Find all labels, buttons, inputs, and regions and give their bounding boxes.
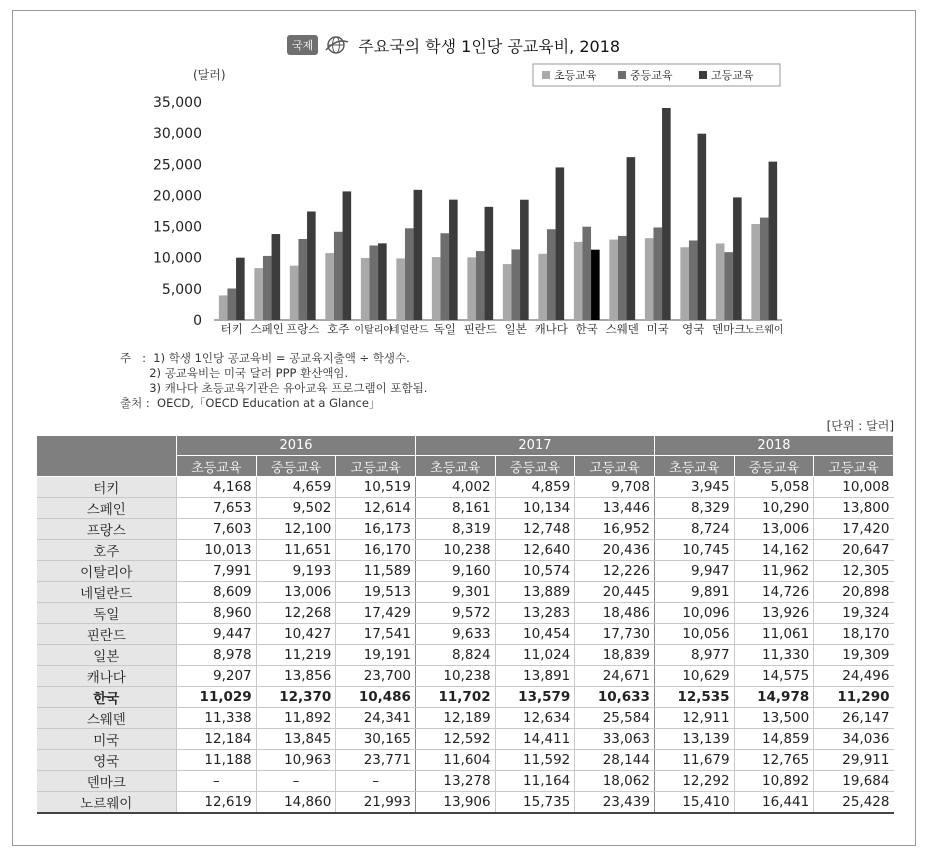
table-cell: 10,963 [256,749,336,770]
level-header: 중등교육 [734,456,814,476]
level-header: 중등교육 [256,456,336,476]
table-row [37,707,894,728]
table-cell: 12,614 [336,497,416,518]
table-cell: 11,702 [415,686,495,707]
table-cell: 14,860 [256,791,336,813]
table-cell: 4,659 [256,476,336,497]
table-cell: 19,513 [336,581,416,602]
bar-초등교육 [609,240,618,320]
x-tick-label: 네덜란드 [389,325,429,336]
table-cell: 13,006 [734,518,814,539]
bar-고등교육 [236,258,245,320]
row-country: 캐나다 [37,665,177,686]
bar-중등교육 [227,288,236,320]
x-tick-label: 노르웨이 [744,325,784,336]
y-tick-label: 35,000 [153,95,202,111]
table-cell: 13,926 [734,602,814,623]
table-cell: 13,283 [495,602,575,623]
row-country: 터키 [37,476,177,497]
table-cell: 30,165 [336,728,416,749]
table-cell: 9,708 [575,476,655,497]
table-cell: 12,619 [177,791,257,813]
table-cell: 10,013 [177,539,257,560]
table-cell: 13,579 [495,686,575,707]
x-tick-label: 스페인 [250,322,284,336]
table-cell: 24,496 [814,665,894,686]
legend-swatch [699,71,707,79]
table-cell: – [177,770,257,791]
x-tick-label: 캐나다 [534,322,568,336]
bar-고등교육 [307,211,316,320]
bar-초등교육 [716,243,725,320]
table-cell: 25,584 [575,707,655,728]
level-header: 고등교육 [575,456,655,476]
bar-중등교육 [653,227,662,320]
row-country: 핀란드 [37,623,177,644]
table-row [37,791,894,813]
row-country: 한국 [37,686,177,707]
table-cell: 17,541 [336,623,416,644]
bar-중등교육 [369,245,378,320]
bar-중등교육 [724,252,733,320]
table-cell: 12,765 [734,749,814,770]
row-country: 일본 [37,644,177,665]
bar-중등교육 [263,256,272,320]
x-tick-label: 독일 [433,322,456,336]
bar-고등교육 [343,191,352,320]
table-cell: 13,278 [415,770,495,791]
table-row [37,476,894,497]
table-cell: – [336,770,416,791]
table-cell: 8,824 [415,644,495,665]
bar-초등교육 [325,253,334,320]
table-cell: 14,978 [734,686,814,707]
table-cell: 25,428 [814,791,894,813]
y-tick-label: 5,000 [161,281,202,298]
row-country: 미국 [37,728,177,749]
table-cell: 12,189 [415,707,495,728]
table-cell: 13,856 [256,665,336,686]
table-cell: 3,945 [654,476,734,497]
table-cell: 13,006 [256,581,336,602]
y-tick-label: 20,000 [153,188,202,205]
table-cell: 13,500 [734,707,814,728]
table-row [37,497,894,518]
table-cell: 8,977 [654,644,734,665]
bars [219,108,777,320]
level-header: 고등교육 [814,456,894,476]
table-cell: 14,411 [495,728,575,749]
year-header: 2016 [177,436,416,456]
table-cell: 9,572 [415,602,495,623]
table-body [37,476,894,813]
y-tick-label: 15,000 [153,219,202,236]
row-country: 이탈리아 [37,560,177,581]
row-country: 호주 [37,539,177,560]
table-cell: 11,188 [177,749,257,770]
bar-초등교육 [467,257,476,320]
table-cell: 10,056 [654,623,734,644]
bar-고등교육 [662,108,671,320]
note-3: 3) 캐나다 초등교육기관은 유아교육 프로그램이 포함됨. [120,381,428,395]
table-cell: 17,429 [336,602,416,623]
table-cell: 13,891 [495,665,575,686]
table-cell: 20,445 [575,581,655,602]
table-row [37,728,894,749]
table-cell: 14,162 [734,539,814,560]
x-tick-label: 한국 [575,322,598,336]
table-cell: 7,653 [177,497,257,518]
table-cell: 19,191 [336,644,416,665]
table-cell: 7,603 [177,518,257,539]
table-cell: 9,633 [415,623,495,644]
table-cell: 34,036 [814,728,894,749]
table-cell: 11,589 [336,560,416,581]
level-header: 초등교육 [654,456,734,476]
table-cell: 10,427 [256,623,336,644]
row-country: 프랑스 [37,518,177,539]
table-cell: 13,906 [415,791,495,813]
table-cell: 10,008 [814,476,894,497]
legend-swatch [542,71,550,79]
table-cell: 8,319 [415,518,495,539]
table-cell: 16,173 [336,518,416,539]
table-cell: 4,002 [415,476,495,497]
bar-초등교육 [432,257,441,320]
table-cell: 11,029 [177,686,257,707]
level-header: 초등교육 [415,456,495,476]
table-cell: 11,330 [734,644,814,665]
table-cell: 9,447 [177,623,257,644]
table-cell: 12,100 [256,518,336,539]
x-axis [221,322,784,336]
table-cell: 13,139 [654,728,734,749]
table-cell: 8,161 [415,497,495,518]
table-cell: 16,952 [575,518,655,539]
y-axis-unit: (달러) [193,68,226,82]
legend-label: 중등교육 [630,69,673,82]
table-row [37,560,894,581]
note-2: 2) 공교육비는 미국 달러 PPP 환산액임. [120,366,349,380]
table-row [37,665,894,686]
table-cell: 5,058 [734,476,814,497]
table-cell: 19,684 [814,770,894,791]
table-cell: 15,410 [654,791,734,813]
table-row [37,770,894,791]
bar-고등교육 [698,134,707,320]
bar-중등교육 [547,229,556,320]
x-tick-label: 호주 [327,322,350,336]
table-cell: 4,859 [495,476,575,497]
bar-고등교육 [520,200,529,320]
year-header: 2017 [415,436,654,456]
table-cell: 10,290 [734,497,814,518]
table-cell: 9,160 [415,560,495,581]
bar-중등교육 [760,218,769,320]
table-cell: 10,633 [575,686,655,707]
row-country: 영국 [37,749,177,770]
table-cell: 18,486 [575,602,655,623]
bar-초등교육 [751,224,760,320]
table-cell: 13,446 [575,497,655,518]
table-row [37,623,894,644]
bar-고등교육 [414,190,423,320]
bar-고등교육 [556,167,565,320]
category-badge: 국제 [287,35,318,55]
row-country: 덴마크 [37,770,177,791]
table-cell: 9,502 [256,497,336,518]
table-cell: 9,301 [415,581,495,602]
table-row [37,581,894,602]
bar-초등교육 [538,254,547,320]
bar-중등교육 [511,249,520,320]
level-header: 고등교육 [336,456,416,476]
bar-초등교육 [254,268,263,320]
table-cell: 10,892 [734,770,814,791]
table-cell: 10,745 [654,539,734,560]
table-cell: 15,735 [495,791,575,813]
bar-중등교육 [689,240,698,320]
table-unit: [단위 : 달러] [826,419,894,433]
row-country: 노르웨이 [37,791,177,813]
table-cell: 8,960 [177,602,257,623]
table-cell: 18,839 [575,644,655,665]
row-country: 독일 [37,602,177,623]
legend-swatch [618,71,626,79]
table-cell: 28,144 [575,749,655,770]
bar-고등교육 [449,200,458,320]
table-cell: 8,978 [177,644,257,665]
bar-중등교육 [582,227,591,320]
table-cell: 9,207 [177,665,257,686]
table-cell: 11,592 [495,749,575,770]
x-tick-label: 프랑스 [286,322,320,336]
table-cell: 12,535 [654,686,734,707]
bar-초등교육 [680,247,689,320]
source-note: 출처 : OECD,「OECD Education at a Glance」 [120,396,381,410]
table-cell: 12,268 [256,602,336,623]
table-row [37,602,894,623]
bar-중등교육 [405,228,414,320]
table-row [37,686,894,707]
y-tick-label: 10,000 [153,250,202,267]
table-cell: 18,170 [814,623,894,644]
table-cell: 11,651 [256,539,336,560]
table-cell: 19,324 [814,602,894,623]
table-cell: 8,724 [654,518,734,539]
table-cell: 12,748 [495,518,575,539]
table-cell: 10,096 [654,602,734,623]
bar-초등교육 [645,238,654,320]
table-cell: 19,309 [814,644,894,665]
table-cell: 12,640 [495,539,575,560]
table-row [37,518,894,539]
bar-초등교육 [219,295,228,320]
bar-초등교육 [396,258,405,320]
table-cell: 14,575 [734,665,814,686]
table-row [37,539,894,560]
table-cell: 10,454 [495,623,575,644]
table-cell: 11,679 [654,749,734,770]
table-cell: 7,991 [177,560,257,581]
table-cell: 11,604 [415,749,495,770]
table-cell: 21,993 [336,791,416,813]
y-tick-label: 30,000 [153,126,202,143]
bar-초등교육 [290,266,299,320]
x-tick-label: 영국 [682,322,705,336]
bar-중등교육 [440,233,449,320]
legend-label: 초등교육 [554,69,597,82]
table-cell: 33,063 [575,728,655,749]
table-cell: 23,771 [336,749,416,770]
table-cell: 10,519 [336,476,416,497]
table-cell: 17,420 [814,518,894,539]
bar-중등교육 [298,239,307,320]
table-cell: 12,184 [177,728,257,749]
note-1: 주 : 1) 학생 1인당 공교육비 = 공교육지출액 ÷ 학생수. [120,351,410,365]
x-tick-label: 스웨덴 [605,322,639,336]
table-cell: 29,911 [814,749,894,770]
table-cell: 12,370 [256,686,336,707]
table-cell: 9,947 [654,560,734,581]
legend [533,64,780,86]
x-tick-label: 일본 [504,322,527,336]
table-cell: 10,574 [495,560,575,581]
table-cell: 11,061 [734,623,814,644]
y-tick-label: 25,000 [153,157,202,174]
bar-고등교육 [485,207,494,320]
data-table [36,435,894,814]
bar-고등교육 [769,162,778,320]
table-cell: 24,671 [575,665,655,686]
table-cell: 10,134 [495,497,575,518]
table-cell: – [256,770,336,791]
table-cell: 9,891 [654,581,734,602]
bar-chart [0,0,934,350]
table-cell: 12,305 [814,560,894,581]
table-cell: 11,338 [177,707,257,728]
table-cell: 11,024 [495,644,575,665]
bar-중등교육 [476,251,485,320]
bar-고등교육 [272,234,281,320]
bar-고등교육 [591,250,600,320]
table-cell: 11,164 [495,770,575,791]
x-tick-label: 미국 [646,322,669,336]
bar-중등교육 [618,236,627,320]
row-country: 스웨덴 [37,707,177,728]
x-tick-label: 이탈리아 [354,325,394,336]
table-cell: 17,730 [575,623,655,644]
table-cell: 11,219 [256,644,336,665]
table-cell: 12,226 [575,560,655,581]
bar-초등교육 [503,264,512,320]
table-cell: 8,609 [177,581,257,602]
chart-title: 주요국의 학생 1인당 공교육비, 2018 [358,36,621,56]
bar-중등교육 [334,232,343,320]
table-cell: 14,726 [734,581,814,602]
table-cell: 10,238 [415,665,495,686]
table-cell: 10,238 [415,539,495,560]
table-cell: 16,170 [336,539,416,560]
bar-초등교육 [574,242,583,320]
table-row [37,644,894,665]
table-cell: 10,629 [654,665,734,686]
table-cell: 12,592 [415,728,495,749]
table-cell: 11,892 [256,707,336,728]
table-cell: 20,898 [814,581,894,602]
x-tick-label: 핀란드 [463,322,497,336]
table-cell: 8,329 [654,497,734,518]
table-cell: 10,486 [336,686,416,707]
legend-label: 고등교육 [711,69,754,82]
table-cell: 11,290 [814,686,894,707]
table-cell: 4,168 [177,476,257,497]
y-tick-label: 0 [193,313,202,329]
table-cell: 24,341 [336,707,416,728]
bar-초등교육 [361,258,370,320]
row-country: 네덜란드 [37,581,177,602]
row-country: 스페인 [37,497,177,518]
table-cell: 23,700 [336,665,416,686]
bar-고등교육 [378,243,387,320]
table-cell: 20,436 [575,539,655,560]
table-cell: 12,292 [654,770,734,791]
x-tick-label: 덴마크 [712,322,746,336]
table-year-header [37,436,894,456]
table-cell: 9,193 [256,560,336,581]
table-cell: 11,962 [734,560,814,581]
table-cell: 13,800 [814,497,894,518]
table-cell: 20,647 [814,539,894,560]
table-corner [37,436,177,477]
table-cell: 13,889 [495,581,575,602]
table-cell: 12,634 [495,707,575,728]
level-header: 중등교육 [495,456,575,476]
table-cell: 16,441 [734,791,814,813]
year-header: 2018 [654,436,893,456]
table-cell: 18,062 [575,770,655,791]
table-cell: 23,439 [575,791,655,813]
bar-고등교육 [733,197,742,320]
table-cell: 13,845 [256,728,336,749]
table-cell: 12,911 [654,707,734,728]
x-tick-label: 터키 [220,322,243,336]
table-row [37,749,894,770]
table-cell: 26,147 [814,707,894,728]
level-header: 초등교육 [177,456,257,476]
table-cell: 14,859 [734,728,814,749]
bar-고등교육 [627,157,636,320]
